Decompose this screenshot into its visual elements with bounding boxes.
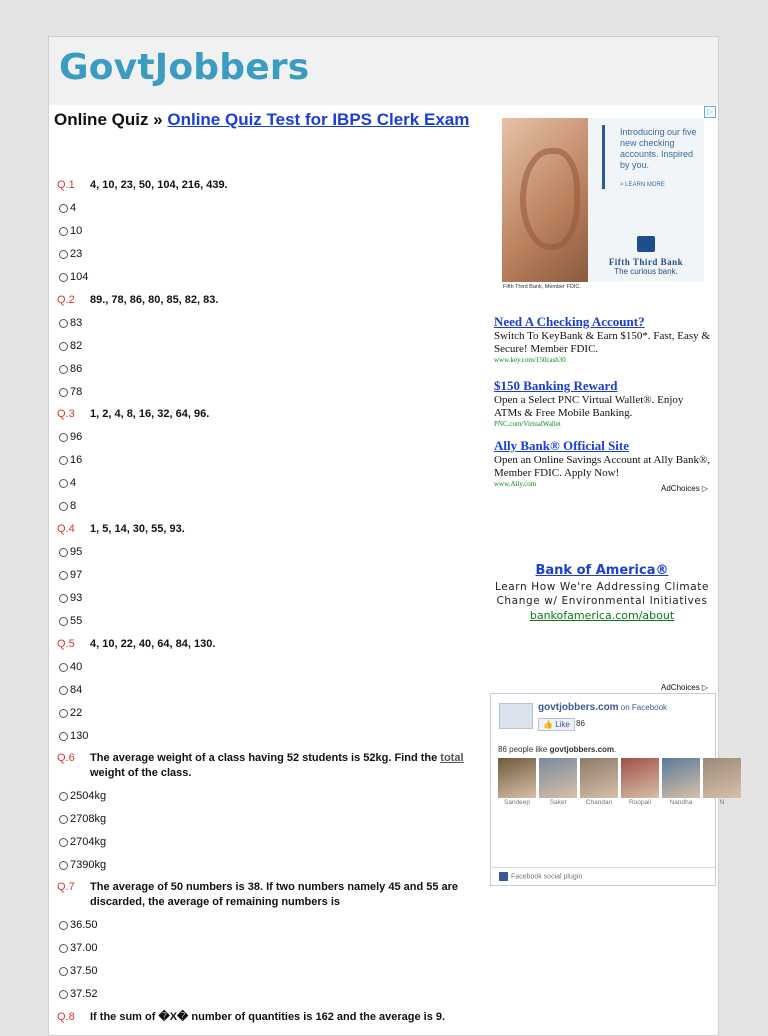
fan-avatar[interactable] (580, 758, 618, 798)
question (57, 522, 477, 537)
fan-name[interactable]: Chandan (585, 799, 613, 806)
ad-accent-bar (602, 125, 605, 189)
question-text: 4, 10, 22, 40, 64, 84, 130. (90, 638, 216, 650)
option-label: 23 (70, 248, 83, 260)
option-label: 2708kg (70, 813, 107, 825)
option-label: 96 (70, 431, 83, 443)
option-label: 37.52 (70, 988, 98, 1000)
answer-option[interactable] (59, 339, 82, 353)
option-label: 82 (70, 340, 83, 352)
bofa-title[interactable]: Bank of America® (535, 563, 669, 578)
radio-button[interactable] (59, 838, 68, 847)
radio-button[interactable] (59, 709, 68, 718)
text-ad-desc: Switch To KeyBank & Earn $150*. Fast, Easy & Secure! Member FDIC. (494, 330, 710, 355)
answer-option[interactable] (59, 614, 82, 628)
radio-button[interactable] (59, 990, 68, 999)
fb-site-link[interactable] (538, 702, 667, 713)
question-text: 1, 2, 4, 8, 16, 32, 64, 96. (90, 408, 210, 420)
answer-option[interactable] (59, 706, 82, 720)
question (57, 407, 477, 422)
answer-option[interactable] (59, 430, 82, 444)
answer-option[interactable] (59, 270, 88, 284)
page-thumbnail[interactable] (499, 703, 533, 729)
fan-avatar[interactable] (539, 758, 577, 798)
like-button[interactable]: 👍 Like (538, 718, 575, 731)
text-ad-url[interactable]: www.Ally.com (494, 480, 537, 488)
question (57, 293, 477, 308)
answer-option[interactable] (59, 660, 82, 674)
question (57, 178, 477, 193)
learn-more-link[interactable]: > LEARN MORE (620, 182, 665, 188)
image-ad-caption: Fifth Third Bank, Member FDIC. (503, 284, 581, 290)
option-label: 97 (70, 569, 83, 581)
answer-option[interactable] (59, 499, 76, 513)
question (57, 880, 477, 910)
option-label: 130 (70, 730, 89, 742)
adchoices-link[interactable]: AdChoices ▷ (661, 484, 709, 493)
question (57, 1010, 477, 1025)
bofa-desc: Learn How We're Addressing Climate Change w/ Environmental Initiatives (494, 581, 710, 607)
radio-button[interactable] (59, 479, 68, 488)
option-label: 95 (70, 546, 83, 558)
option-label: 40 (70, 661, 83, 673)
radio-button[interactable] (59, 944, 68, 953)
answer-option[interactable] (59, 316, 82, 330)
text-ad-desc: Open a Select PNC Virtual Wallet®. Enjoy ATMs & Free Mobile Banking. (494, 394, 684, 419)
option-label: 55 (70, 615, 83, 627)
answer-option[interactable] (59, 835, 106, 849)
text-ad (494, 437, 712, 488)
ad-info-icon[interactable]: ▷ (704, 106, 716, 118)
radio-button[interactable] (59, 815, 68, 824)
question-keyword: total (440, 752, 464, 764)
radio-button[interactable] (59, 571, 68, 580)
option-label: 4 (70, 477, 77, 489)
image-ad-headline[interactable]: Introducing our five new checking accounts. Inspired by you. (620, 127, 697, 170)
page-title (54, 109, 474, 131)
fan-name[interactable]: Sandeep (503, 799, 531, 806)
answer-option[interactable] (59, 941, 98, 955)
question-text-part: The average weight of a class having 52 students is 52kg. Find the (90, 752, 441, 764)
fb-plugin-label: Facebook social plugin (511, 873, 583, 881)
adchoices-link[interactable]: AdChoices ▷ (661, 683, 709, 692)
radio-button[interactable] (59, 319, 68, 328)
site-logo[interactable]: GovtJobbers (59, 47, 310, 88)
fan-name[interactable]: Roopali (628, 799, 652, 806)
fifth-third-logo[interactable] (598, 236, 694, 276)
option-label: 104 (70, 271, 89, 283)
fans-summary (498, 745, 616, 754)
radio-button[interactable] (59, 732, 68, 741)
ear-image[interactable] (502, 118, 588, 282)
option-label: 86 (70, 363, 83, 375)
option-label: 16 (70, 454, 83, 466)
quiz-title-link[interactable]: Online Quiz Test for IBPS Clerk Exam (167, 110, 470, 129)
question-text-part: weight of the class. (90, 767, 192, 779)
radio-button[interactable] (59, 204, 68, 213)
question (57, 751, 477, 781)
radio-button[interactable] (59, 967, 68, 976)
text-ad-desc: Open an Online Savings Account at Ally Bank®, Member FDIC. Apply Now! (494, 454, 711, 479)
answer-option[interactable] (59, 545, 82, 559)
text-ad-title[interactable]: $150 Banking Reward (494, 378, 618, 393)
adchoices-label: AdChoices (661, 683, 700, 692)
option-label: 10 (70, 225, 83, 237)
bofa-ad (492, 562, 712, 624)
radio-button[interactable] (59, 456, 68, 465)
option-label: 93 (70, 592, 83, 604)
fans-prefix: 86 people like (498, 745, 550, 754)
fan-avatar[interactable] (621, 758, 659, 798)
option-label: 8 (70, 500, 77, 512)
radio-button[interactable] (59, 921, 68, 930)
question-text: 89., 78, 86, 80, 85, 82, 83. (90, 294, 219, 306)
radio-button[interactable] (59, 273, 68, 282)
header-band (49, 37, 718, 105)
text-ad (494, 313, 712, 364)
radio-button[interactable] (59, 250, 68, 259)
answer-option[interactable] (59, 247, 82, 261)
question-number: Q.4 (57, 523, 75, 535)
answer-option[interactable] (59, 964, 98, 978)
radio-button[interactable] (59, 861, 68, 870)
option-label: 78 (70, 386, 83, 398)
option-label: 22 (70, 707, 83, 719)
text-ad-title[interactable]: Ally Bank® Official Site (494, 438, 630, 453)
facebook-icon (499, 872, 508, 881)
text-ad (494, 377, 712, 428)
radio-button[interactable] (59, 663, 68, 672)
bofa-url[interactable]: bankofamerica.com/about (529, 609, 675, 622)
fifth-third-tagline: The curious bank. (614, 267, 678, 276)
option-label: 36.50 (70, 919, 98, 931)
option-label: 7390kg (70, 859, 107, 871)
radio-button[interactable] (59, 686, 68, 695)
answer-option[interactable] (59, 385, 82, 399)
option-label: 37.50 (70, 965, 98, 977)
like-count: 86 (576, 719, 585, 728)
radio-button[interactable] (59, 617, 68, 626)
answer-option[interactable] (59, 789, 106, 803)
text-ad-title[interactable]: Need A Checking Account? (494, 314, 645, 329)
text-ad-url[interactable]: www.key.com/150cash30 (494, 356, 566, 364)
answer-option[interactable] (59, 568, 82, 582)
question-number: Q.8 (57, 1011, 75, 1023)
radio-button[interactable] (59, 227, 68, 236)
answer-option[interactable] (59, 729, 88, 743)
facebook-likebox (490, 693, 725, 886)
text-ad-url[interactable]: PNC.com/VirtualWallet (494, 420, 561, 428)
fifth-third-brand: Fifth Third Bank (608, 257, 684, 267)
option-label: 37.00 (70, 942, 98, 954)
answer-option[interactable] (59, 224, 82, 238)
fans-suffix: . (614, 745, 617, 754)
option-label: 2504kg (70, 790, 107, 802)
fan-name[interactable]: Saket (549, 799, 567, 806)
title-prefix: Online Quiz » (54, 110, 168, 129)
question-number: Q.5 (57, 638, 75, 650)
radio-button[interactable] (59, 594, 68, 603)
answer-option[interactable] (59, 918, 98, 932)
radio-button[interactable] (59, 433, 68, 442)
answer-option[interactable] (59, 858, 106, 872)
answer-option[interactable] (59, 812, 106, 826)
question-text: If the sum of �X� number of quantities is 162 and the average is 9. (90, 1011, 446, 1023)
question-text: 4, 10, 23, 50, 104, 216, 439. (90, 179, 228, 191)
question-text: 1, 5, 14, 30, 55, 93. (90, 523, 185, 535)
question-text (57, 751, 477, 781)
fan-name[interactable]: N (719, 799, 725, 806)
fan-avatar[interactable] (703, 758, 741, 798)
answer-option[interactable] (59, 987, 98, 1001)
question-number: Q.6 (57, 752, 75, 764)
radio-button[interactable] (59, 548, 68, 557)
answer-option[interactable] (59, 362, 82, 376)
radio-button[interactable] (59, 365, 68, 374)
option-label: 2704kg (70, 836, 107, 848)
question-number: Q.1 (57, 179, 75, 191)
question-number: Q.7 (57, 881, 75, 893)
adchoices-label: AdChoices (661, 484, 700, 493)
option-label: 83 (70, 317, 83, 329)
question-number: Q.3 (57, 408, 75, 420)
question-text: The average of 50 numbers is 38. If two numbers namely 45 and 55 are discarded, the average of remaining numbers is (90, 881, 459, 908)
fan-avatar[interactable] (662, 758, 700, 798)
answer-option[interactable] (59, 683, 82, 697)
radio-button[interactable] (59, 792, 68, 801)
fans-site: govtjobbers.com (549, 745, 615, 754)
fb-site-name: govtjobbers.com (538, 702, 619, 713)
answer-option[interactable] (59, 201, 76, 215)
option-label: 4 (70, 202, 77, 214)
radio-button[interactable] (59, 388, 68, 397)
radio-button[interactable] (59, 502, 68, 511)
option-label: 84 (70, 684, 83, 696)
fan-avatar[interactable] (498, 758, 536, 798)
answer-option[interactable] (59, 453, 82, 467)
answer-option[interactable] (59, 476, 76, 490)
question (57, 637, 477, 652)
radio-button[interactable] (59, 342, 68, 351)
fb-plugin-footer[interactable] (491, 867, 715, 885)
answer-option[interactable] (59, 591, 82, 605)
fan-name[interactable]: Nandha (669, 799, 693, 806)
question-number: Q.2 (57, 294, 75, 306)
fifth-third-mark-icon (637, 236, 655, 252)
like-label: Like (555, 720, 570, 729)
fb-on-facebook: on Facebook (618, 703, 668, 712)
